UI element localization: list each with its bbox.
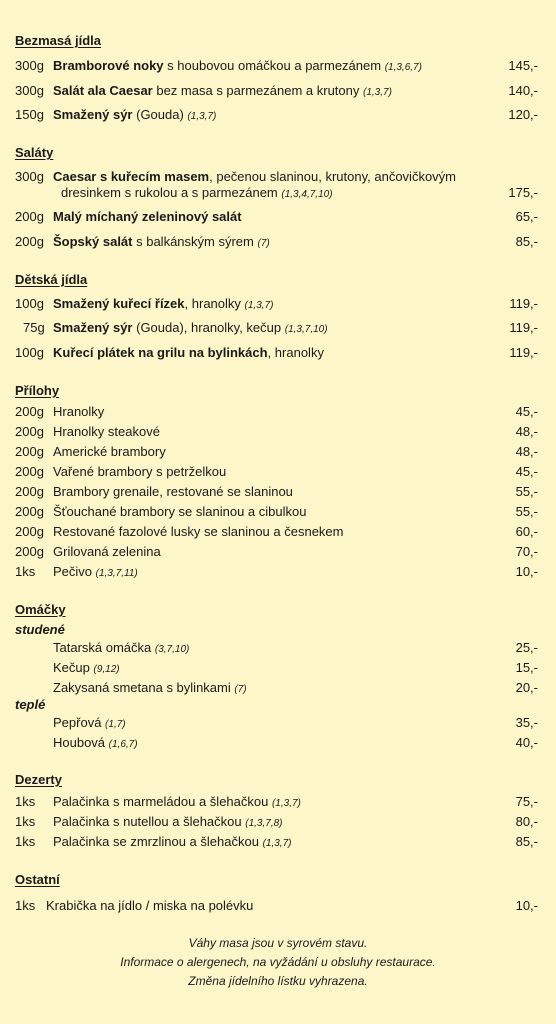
item-allergens: (1,3,7) xyxy=(244,300,274,311)
item-allergens: (1,3,4,7,10) xyxy=(281,189,333,200)
item-allergens: (1,3,7,10) xyxy=(284,324,328,335)
item-text xyxy=(53,564,138,581)
footer-note: Změna jídelního lístku vyhrazena. xyxy=(188,974,368,988)
item-allergens: (1,3,7,8) xyxy=(245,818,283,829)
item-name: Krabička na jídlo / miska na polévku xyxy=(46,898,254,913)
item-bold-name: Smažený sýr xyxy=(53,107,133,122)
item-name: Pečivo xyxy=(53,564,93,579)
item-qty: 100g xyxy=(15,345,44,360)
item-name: Vařené brambory s petrželkou xyxy=(53,464,227,479)
item-bold-name: Šopský salát xyxy=(53,234,133,249)
item-text xyxy=(53,83,392,100)
item-price: 119,- xyxy=(509,320,538,335)
item-allergens: (1,3,7,11) xyxy=(95,568,138,579)
item-name: Grilovaná zelenina xyxy=(53,544,161,559)
item-text xyxy=(53,680,247,697)
item-price: 145,- xyxy=(508,58,538,73)
item-bold-name: Malý míchaný zeleninový salát xyxy=(53,209,242,224)
item-text xyxy=(53,345,324,360)
item-price: 20,- xyxy=(515,680,538,695)
item-price: 119,- xyxy=(509,345,538,360)
item-qty: 300g xyxy=(15,83,44,98)
section-title-detska: Dětská jídla xyxy=(15,272,88,287)
item-name: Houbová xyxy=(53,735,106,750)
item-allergens: (9,12) xyxy=(93,664,120,675)
item-bold-name: Salát ala Caesar xyxy=(53,83,153,98)
item-price: 25,- xyxy=(515,640,538,655)
item-price: 80,- xyxy=(515,814,538,829)
item-price: 10,- xyxy=(515,564,538,579)
item-qty: 200g xyxy=(15,524,44,539)
item-name: Kečup xyxy=(53,660,90,675)
item-qty: 300g xyxy=(15,169,44,184)
section-title-dezerty: Dezerty xyxy=(15,772,62,787)
item-allergens: (3,7,10) xyxy=(154,644,190,655)
item-text xyxy=(53,735,138,752)
item-price: 175,- xyxy=(508,185,538,200)
item-qty: 1ks xyxy=(15,564,36,579)
item-qty: 1ks xyxy=(15,834,36,849)
item-price: 40,- xyxy=(515,735,538,750)
item-name: Hranolky xyxy=(53,404,105,419)
item-price: 65,- xyxy=(515,209,538,224)
item-text xyxy=(53,107,216,124)
item-allergens: (1,6,7) xyxy=(108,739,138,750)
item-text xyxy=(53,794,301,811)
item-name: Tatarská omáčka xyxy=(53,640,152,655)
section-title-prilohy: Přílohy xyxy=(15,383,60,398)
item-bold-name: Smažený kuřecí řízek xyxy=(53,296,185,311)
item-desc: , hranolky xyxy=(267,345,324,360)
item-name: Palačinka s nutellou a šlehačkou xyxy=(53,814,242,829)
section-title-omacky: Omáčky xyxy=(15,602,66,617)
item-name: Brambory grenaile, restované se slaninou xyxy=(53,484,293,499)
item-price: 75,- xyxy=(515,794,538,809)
item-qty: 200g xyxy=(15,444,44,459)
item-qty: 200g xyxy=(15,424,44,439)
item-name: Palačinka se zmrzlinou a šlehačkou xyxy=(53,834,259,849)
item-bold-name: Caesar s kuřecím masem xyxy=(53,169,210,184)
item-price: 10,- xyxy=(515,898,538,913)
item-name: Hranolky steakové xyxy=(53,424,160,439)
item-qty: 200g xyxy=(15,234,44,249)
item-text xyxy=(53,715,126,732)
item-price: 45,- xyxy=(515,464,538,479)
item-text xyxy=(53,660,120,677)
subsection-teple: teplé xyxy=(15,697,46,712)
item-qty: 75g xyxy=(23,320,45,335)
item-price: 119,- xyxy=(509,296,538,311)
item-price: 55,- xyxy=(515,504,538,519)
item-qty: 200g xyxy=(15,209,44,224)
item-bold-name: Kuřecí plátek na grilu na bylinkách xyxy=(53,345,268,360)
item-price: 15,- xyxy=(515,660,538,675)
item-qty: 300g xyxy=(15,58,44,73)
item-price: 35,- xyxy=(515,715,538,730)
item-price: 70,- xyxy=(515,544,538,559)
item-allergens: (7) xyxy=(257,238,270,249)
item-allergens: (1,3,7) xyxy=(363,87,392,98)
item-price: 55,- xyxy=(515,484,538,499)
item-qty: 200g xyxy=(15,504,44,519)
item-price: 48,- xyxy=(515,424,538,439)
item-allergens: (1,3,6,7) xyxy=(384,62,422,73)
section-title-bezmasa: Bezmasá jídla xyxy=(15,33,101,48)
item-text xyxy=(53,814,283,831)
item-price: 85,- xyxy=(515,834,538,849)
item-text xyxy=(53,169,456,184)
section-title-ostatni: Ostatní xyxy=(15,872,60,887)
item-name: Palačinka s marmeládou a šlehačkou xyxy=(53,794,269,809)
item-desc: , hranolky xyxy=(184,296,241,311)
item-text xyxy=(53,834,291,851)
item-desc: (Gouda), hranolky, kečup xyxy=(132,320,282,335)
item-desc: (Gouda) xyxy=(132,107,184,122)
item-name: Americké brambory xyxy=(53,444,166,459)
item-text xyxy=(53,320,328,337)
item-name: Šťouchané brambory se slaninou a cibulkou xyxy=(53,504,307,519)
item-allergens: (1,3,7) xyxy=(262,838,292,849)
item-desc: s houbovou omáčkou a parmezánem xyxy=(163,58,382,73)
item-name: Zakysaná smetana s bylinkami xyxy=(53,680,231,695)
item-desc: bez masa s parmezánem a krutony xyxy=(152,83,360,98)
item-allergens: (1,3,7) xyxy=(271,798,301,809)
footer-note: Informace o alergenech, na vyžádání u obsluhy restaurace. xyxy=(120,955,436,969)
item-qty: 200g xyxy=(15,544,44,559)
item-qty: 1ks xyxy=(15,794,36,809)
item-text xyxy=(61,185,333,202)
item-qty: 100g xyxy=(15,296,44,311)
item-allergens: (1,7) xyxy=(105,719,126,730)
item-price: 60,- xyxy=(515,524,538,539)
item-bold-name: Bramborové noky xyxy=(53,58,164,73)
item-price: 140,- xyxy=(508,83,538,98)
item-qty: 200g xyxy=(15,404,44,419)
item-name: Pepřová xyxy=(53,715,102,730)
item-text xyxy=(53,58,422,75)
item-qty: 1ks xyxy=(15,898,36,913)
item-qty: 200g xyxy=(15,484,44,499)
item-price: 48,- xyxy=(515,444,538,459)
item-name: Restované fazolové lusky se slaninou a česnekem xyxy=(53,524,344,539)
item-qty: 200g xyxy=(15,464,44,479)
item-desc: s balkánským sýrem xyxy=(132,234,254,249)
item-text xyxy=(53,640,189,657)
item-bold-name: Smažený sýr xyxy=(53,320,133,335)
footer-note: Váhy masa jsou v syrovém stavu. xyxy=(188,936,368,950)
item-qty: 150g xyxy=(15,107,44,122)
item-allergens: (7) xyxy=(234,684,247,695)
item-desc: , pečenou slaninou, krutony, ančovičkovým xyxy=(209,169,457,184)
item-text xyxy=(53,209,242,224)
item-text xyxy=(53,296,273,313)
item-desc: dresinkem s rukolou a s parmezánem xyxy=(61,185,278,200)
subsection-studene: studené xyxy=(15,622,65,637)
item-text xyxy=(53,234,270,251)
section-title-salaty: Saláty xyxy=(15,145,54,160)
item-price: 85,- xyxy=(515,234,538,249)
item-price: 120,- xyxy=(508,107,538,122)
item-qty: 1ks xyxy=(15,814,36,829)
item-allergens: (1,3,7) xyxy=(187,111,217,122)
item-price: 45,- xyxy=(515,404,538,419)
